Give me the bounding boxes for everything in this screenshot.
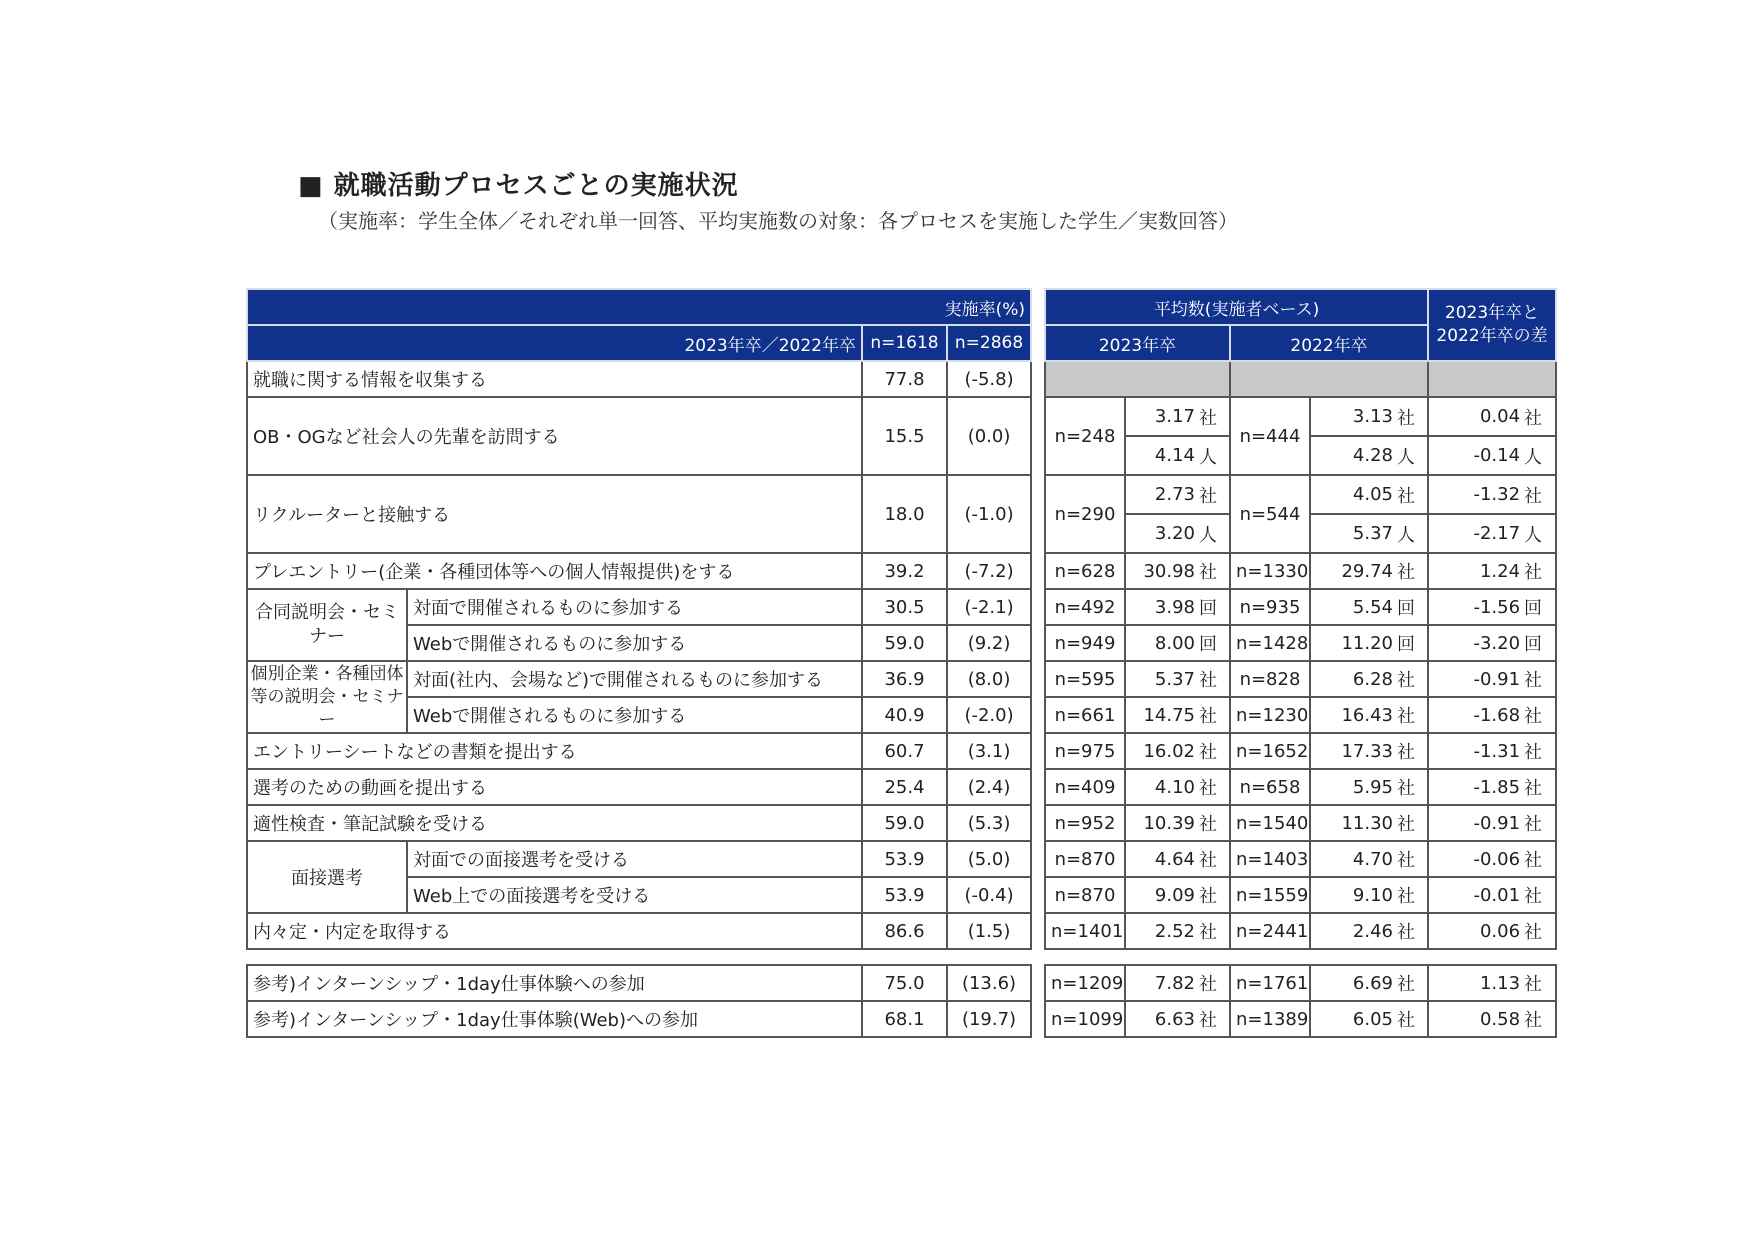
unit-2023: 社 — [1197, 661, 1230, 697]
rate-2023: 15.5 — [862, 397, 947, 475]
avg-diff: 0.04 — [1428, 397, 1522, 436]
row-label: 選考のための動画を提出する — [247, 769, 862, 805]
unit-diff: 社 — [1522, 697, 1556, 733]
avg-2023: 14.75 — [1125, 697, 1197, 733]
table-row — [1045, 841, 1556, 877]
rate-2023: 25.4 — [862, 769, 947, 805]
avg-2023: 2.73 — [1125, 475, 1197, 514]
unit-2023: 社 — [1197, 697, 1230, 733]
table-row — [247, 589, 1031, 625]
avg-2022: 6.28 — [1310, 661, 1395, 697]
rate-header: 実施率(%) — [247, 289, 1031, 325]
unit-2023: 社 — [1197, 913, 1230, 949]
group-label-kobetsu: 個別企業・各種団体等の説明会・セミナー — [247, 661, 407, 733]
unit-diff: 社 — [1522, 965, 1556, 1001]
unit-2022: 社 — [1395, 769, 1428, 805]
unit-2022: 社 — [1395, 697, 1428, 733]
avg-2022: 6.69 — [1310, 965, 1395, 1001]
avg-diff: -1.56 — [1428, 589, 1522, 625]
avg-diff: -0.91 — [1428, 805, 1522, 841]
group-label-mensetsu: 面接選考 — [247, 841, 407, 913]
rate-diff: (0.0) — [947, 397, 1031, 475]
unit-2022: 社 — [1395, 553, 1428, 589]
avg-2022: 5.95 — [1310, 769, 1395, 805]
n-2023: n=661 — [1045, 697, 1125, 733]
avg-2023: 9.09 — [1125, 877, 1197, 913]
table-row — [247, 553, 1031, 589]
unit-2022: 社 — [1395, 913, 1428, 949]
unit-2022: 社 — [1395, 841, 1428, 877]
row-label: リクルーターと接触する — [247, 475, 862, 553]
rate-2023: 60.7 — [862, 733, 947, 769]
avg-diff: 0.58 — [1428, 1001, 1522, 1037]
n-2022: n=1389 — [1230, 1001, 1310, 1037]
row-label: OB・OGなど社会人の先輩を訪問する — [247, 397, 862, 475]
row-label: 対面で開催されるものに参加する — [407, 589, 862, 625]
rate-diff: (5.0) — [947, 841, 1031, 877]
row-label: プレエントリー(企業・各種団体等への個人情報提供)をする — [247, 553, 862, 589]
avg-2022: 4.28 — [1310, 436, 1395, 475]
avg-diff: -1.32 — [1428, 475, 1522, 514]
table-row — [1045, 553, 1556, 589]
rate-2023: 59.0 — [862, 625, 947, 661]
rate-2023: 77.8 — [862, 361, 947, 397]
avg-2023: 6.63 — [1125, 1001, 1197, 1037]
avg-2023: 7.82 — [1125, 965, 1197, 1001]
avg-2022: 5.54 — [1310, 589, 1395, 625]
avg-2022: 9.10 — [1310, 877, 1395, 913]
rate-diff: (13.6) — [947, 965, 1031, 1001]
row-label: Webで開催されるものに参加する — [407, 697, 862, 733]
rate-2023: 59.0 — [862, 805, 947, 841]
table-row — [1045, 805, 1556, 841]
n-2023: n=248 — [1045, 397, 1125, 475]
table-row — [247, 733, 1031, 769]
unit-diff: 回 — [1522, 625, 1556, 661]
avg-diff: -0.91 — [1428, 661, 1522, 697]
page-title: ■ 就職活動プロセスごとの実施状況 — [298, 171, 739, 201]
avg-2022: 29.74 — [1310, 553, 1395, 589]
unit-diff: 回 — [1522, 589, 1556, 625]
row-label: 対面での面接選考を受ける — [407, 841, 862, 877]
page-subtitle: （実施率：学生全体／それぞれ単一回答、平均実施数の対象：各プロセスを実施した学生／実数回答） — [318, 209, 1238, 233]
rate-2023: 75.0 — [862, 965, 947, 1001]
avg-2023: 5.37 — [1125, 661, 1197, 697]
rate-2023: 68.1 — [862, 1001, 947, 1037]
avg-2022: 16.43 — [1310, 697, 1395, 733]
n-2023: n=290 — [1045, 475, 1125, 553]
unit-diff: 人 — [1522, 436, 1556, 475]
row-label: 対面(社内、会場など)で開催されるものに参加する — [407, 661, 862, 697]
row-label: Web上での面接選考を受ける — [407, 877, 862, 913]
unit-2022: 社 — [1395, 805, 1428, 841]
table-row — [1045, 589, 1556, 625]
table-row — [247, 661, 1031, 697]
table-row — [1045, 625, 1556, 661]
avg-2022: 4.05 — [1310, 475, 1395, 514]
avg-diff: -1.31 — [1428, 733, 1522, 769]
row-label: 就職に関する情報を収集する — [247, 361, 862, 397]
avg-2022: 3.13 — [1310, 397, 1395, 436]
unit-2023: 回 — [1197, 589, 1230, 625]
rate-2023: 30.5 — [862, 589, 947, 625]
diff-header: 2023年卒と2022年卒の差 — [1428, 289, 1556, 361]
unit-diff: 社 — [1522, 397, 1556, 436]
unit-2023: 社 — [1197, 553, 1230, 589]
rate-2023: 53.9 — [862, 841, 947, 877]
rate-diff: (1.5) — [947, 913, 1031, 949]
table-row — [247, 841, 1031, 877]
table-row — [247, 361, 1031, 397]
row-label: Webで開催されるものに参加する — [407, 625, 862, 661]
n-2023: n=949 — [1045, 625, 1125, 661]
row-label: 適性検査・筆記試験を受ける — [247, 805, 862, 841]
n-2023: n=1099 — [1045, 1001, 1125, 1037]
unit-2023: 社 — [1197, 877, 1230, 913]
avg-diff: 1.24 — [1428, 553, 1522, 589]
avg-2022: 5.37 — [1310, 514, 1395, 553]
rate-diff: (2.4) — [947, 769, 1031, 805]
unit-2022: 社 — [1395, 475, 1428, 514]
n-2023: n=1401 — [1045, 913, 1125, 949]
avg-2022: 6.05 — [1310, 1001, 1395, 1037]
unit-2022: 回 — [1395, 589, 1428, 625]
n-2023: n=492 — [1045, 589, 1125, 625]
table-row — [1045, 361, 1556, 397]
rate-diff: (-2.1) — [947, 589, 1031, 625]
unit-2022: 社 — [1395, 877, 1428, 913]
rate-2023: 53.9 — [862, 877, 947, 913]
table-row — [247, 913, 1031, 949]
avg-2023: 3.20 — [1125, 514, 1197, 553]
n-2022: n=828 — [1230, 661, 1310, 697]
table-row — [1045, 475, 1556, 514]
n-2022: n=544 — [1230, 475, 1310, 553]
rate-diff: (-5.8) — [947, 361, 1031, 397]
unit-2023: 社 — [1197, 805, 1230, 841]
average-count-table — [1044, 288, 1557, 1038]
table-row — [247, 397, 1031, 475]
avg-2023: 30.98 — [1125, 553, 1197, 589]
table-row — [247, 1001, 1031, 1037]
n-2022: n=444 — [1230, 397, 1310, 475]
avg-2022: 4.70 — [1310, 841, 1395, 877]
empty-cell — [1230, 361, 1428, 397]
n-2022: n=1403 — [1230, 841, 1310, 877]
unit-2023: 人 — [1197, 436, 1230, 475]
n-2022: n=1428 — [1230, 625, 1310, 661]
rate-diff: (8.0) — [947, 661, 1031, 697]
avg-2023: 3.17 — [1125, 397, 1197, 436]
n-2022: n=1230 — [1230, 697, 1310, 733]
unit-2022: 社 — [1395, 965, 1428, 1001]
n-2022-header: n=2868 — [947, 325, 1031, 361]
table-row — [1045, 697, 1556, 733]
avg-2023: 10.39 — [1125, 805, 1197, 841]
avg-diff: -0.14 — [1428, 436, 1522, 475]
n-2022: n=1330 — [1230, 553, 1310, 589]
col-2023-header: 2023年卒 — [1045, 325, 1230, 361]
empty-cell — [1045, 361, 1230, 397]
n-2023: n=595 — [1045, 661, 1125, 697]
group-label-godo: 合同説明会・セミナー — [247, 589, 407, 661]
table-row — [1045, 1001, 1556, 1037]
table-row — [1045, 733, 1556, 769]
table-row — [1045, 965, 1556, 1001]
table-row — [247, 769, 1031, 805]
unit-diff: 社 — [1522, 913, 1556, 949]
unit-2023: 社 — [1197, 475, 1230, 514]
avg-2023: 2.52 — [1125, 913, 1197, 949]
table-row — [1045, 397, 1556, 436]
unit-diff: 社 — [1522, 661, 1556, 697]
avg-diff: -3.20 — [1428, 625, 1522, 661]
avg-2022: 11.30 — [1310, 805, 1395, 841]
n-2023-header: n=1618 — [862, 325, 947, 361]
empty-cell — [1428, 361, 1556, 397]
n-2022: n=2441 — [1230, 913, 1310, 949]
unit-2023: 社 — [1197, 965, 1230, 1001]
avg-diff: 1.13 — [1428, 965, 1522, 1001]
table-row — [1045, 769, 1556, 805]
unit-2022: 人 — [1395, 514, 1428, 553]
avg-2023: 4.10 — [1125, 769, 1197, 805]
year-header: 2023年卒／2022年卒 — [247, 325, 862, 361]
row-label: 参考)インターンシップ・1day仕事体験(Web)への参加 — [247, 1001, 862, 1037]
rate-diff: (-7.2) — [947, 553, 1031, 589]
unit-2022: 社 — [1395, 661, 1428, 697]
row-label: 参考)インターンシップ・1day仕事体験への参加 — [247, 965, 862, 1001]
table-row — [1045, 877, 1556, 913]
unit-2023: 社 — [1197, 397, 1230, 436]
unit-2023: 回 — [1197, 625, 1230, 661]
n-2023: n=975 — [1045, 733, 1125, 769]
rate-diff: (3.1) — [947, 733, 1031, 769]
unit-diff: 人 — [1522, 514, 1556, 553]
table-row — [1045, 661, 1556, 697]
unit-2022: 人 — [1395, 436, 1428, 475]
n-2022: n=1761 — [1230, 965, 1310, 1001]
rate-diff: (9.2) — [947, 625, 1031, 661]
rate-diff: (-0.4) — [947, 877, 1031, 913]
unit-2023: 社 — [1197, 1001, 1230, 1037]
avg-2022: 2.46 — [1310, 913, 1395, 949]
rate-diff: (-2.0) — [947, 697, 1031, 733]
unit-diff: 社 — [1522, 805, 1556, 841]
n-2022: n=1559 — [1230, 877, 1310, 913]
rate-2023: 36.9 — [862, 661, 947, 697]
unit-diff: 社 — [1522, 1001, 1556, 1037]
unit-diff: 社 — [1522, 475, 1556, 514]
avg-2023: 3.98 — [1125, 589, 1197, 625]
n-2023: n=628 — [1045, 553, 1125, 589]
unit-diff: 社 — [1522, 769, 1556, 805]
avg-2023: 8.00 — [1125, 625, 1197, 661]
unit-2023: 人 — [1197, 514, 1230, 553]
n-2022: n=658 — [1230, 769, 1310, 805]
avg-2023: 4.64 — [1125, 841, 1197, 877]
avg-2022: 11.20 — [1310, 625, 1395, 661]
unit-diff: 社 — [1522, 877, 1556, 913]
table-row — [1045, 913, 1556, 949]
avg-diff: -0.01 — [1428, 877, 1522, 913]
unit-2023: 社 — [1197, 841, 1230, 877]
row-label: エントリーシートなどの書類を提出する — [247, 733, 862, 769]
rate-2023: 18.0 — [862, 475, 947, 553]
table-row — [247, 805, 1031, 841]
table-row — [247, 475, 1031, 553]
unit-2022: 社 — [1395, 1001, 1428, 1037]
unit-2023: 社 — [1197, 733, 1230, 769]
unit-2022: 社 — [1395, 397, 1428, 436]
unit-2022: 社 — [1395, 733, 1428, 769]
avg-2023: 4.14 — [1125, 436, 1197, 475]
n-2023: n=1209 — [1045, 965, 1125, 1001]
n-2022: n=1540 — [1230, 805, 1310, 841]
n-2023: n=870 — [1045, 877, 1125, 913]
unit-diff: 社 — [1522, 733, 1556, 769]
avg-diff: 0.06 — [1428, 913, 1522, 949]
avg-diff: -2.17 — [1428, 514, 1522, 553]
unit-2022: 回 — [1395, 625, 1428, 661]
row-label: 内々定・内定を取得する — [247, 913, 862, 949]
avg-diff: -1.85 — [1428, 769, 1522, 805]
avg-diff: -1.68 — [1428, 697, 1522, 733]
rate-diff: (19.7) — [947, 1001, 1031, 1037]
col-2022-header: 2022年卒 — [1230, 325, 1428, 361]
implementation-rate-table — [246, 288, 1032, 1038]
avg-2022: 17.33 — [1310, 733, 1395, 769]
rate-diff: (-1.0) — [947, 475, 1031, 553]
rate-diff: (5.3) — [947, 805, 1031, 841]
n-2022: n=1652 — [1230, 733, 1310, 769]
n-2023: n=870 — [1045, 841, 1125, 877]
avg-2023: 16.02 — [1125, 733, 1197, 769]
unit-diff: 社 — [1522, 553, 1556, 589]
unit-diff: 社 — [1522, 841, 1556, 877]
table-row — [247, 965, 1031, 1001]
n-2022: n=935 — [1230, 589, 1310, 625]
rate-2023: 40.9 — [862, 697, 947, 733]
rate-2023: 86.6 — [862, 913, 947, 949]
rate-2023: 39.2 — [862, 553, 947, 589]
average-header: 平均数(実施者ベース) — [1045, 289, 1428, 325]
n-2023: n=409 — [1045, 769, 1125, 805]
n-2023: n=952 — [1045, 805, 1125, 841]
unit-2023: 社 — [1197, 769, 1230, 805]
avg-diff: -0.06 — [1428, 841, 1522, 877]
